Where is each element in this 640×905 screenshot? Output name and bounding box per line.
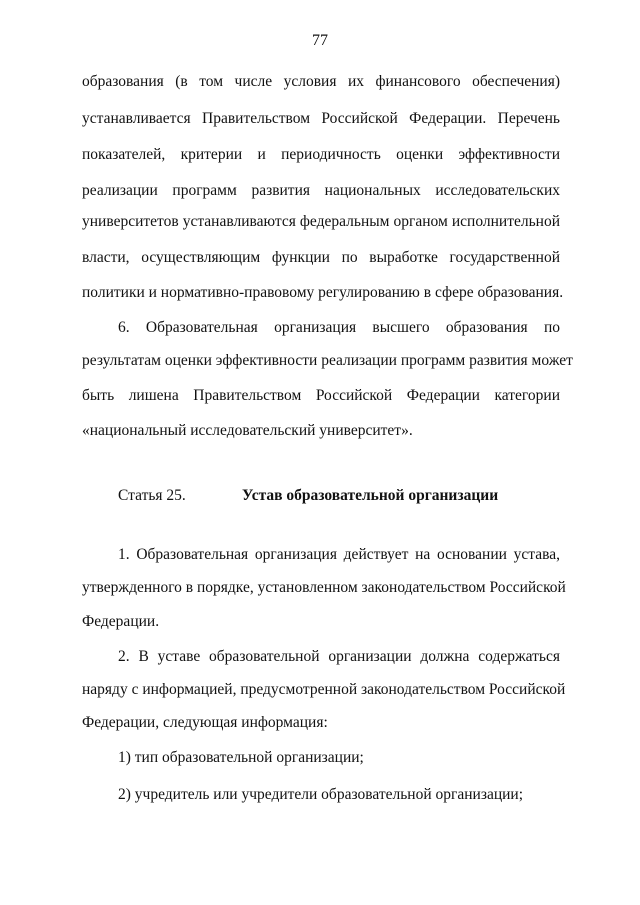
list-item: 2) учредитель или учредители образовательной организации; xyxy=(118,786,524,803)
paragraph-2-line: быть лишена Правительством Российской Федерации категории xyxy=(82,387,560,404)
paragraph-1-line: реализации программ развития национальных исследовательских xyxy=(82,182,560,199)
paragraph-4-line: 2. В уставе образовательной организации должна содержаться xyxy=(118,648,560,665)
paragraph-1-line: устанавливается Правительством Российской Федерации. Перечень xyxy=(82,110,560,127)
paragraph-2-line: 6. Образовательная организация высшего образования по xyxy=(118,319,560,336)
paragraph-4-line: Федерации, следующая информация: xyxy=(82,714,328,731)
paragraph-1-line: власти, осуществляющим функции по выработке государственной xyxy=(82,249,560,266)
paragraph-1-line: университетов устанавливаются федеральным органом исполнительной xyxy=(82,213,560,230)
paragraph-1-line: показателей, критерии и периодичность оценки эффективности xyxy=(82,146,560,163)
article-number: Статья 25. xyxy=(118,487,186,504)
paragraph-2-line: «национальный исследовательский университет». xyxy=(82,422,413,439)
paragraph-1-line: образования (в том числе условия их финансового обеспечения) xyxy=(82,73,560,90)
paragraph-1-line: политики и нормативно-правовому регулированию в сфере образования. xyxy=(82,284,564,301)
list-item: 1) тип образовательной организации; xyxy=(118,749,364,766)
paragraph-4-line: наряду с информацией, предусмотренной законодательством Российской xyxy=(82,681,566,698)
paragraph-3-line: 1. Образовательная организация действует на основании устава, xyxy=(118,546,560,563)
paragraph-3-line: утвержденного в порядке, установленном законодательством Российской xyxy=(82,579,566,596)
paragraph-2-line: результатам оценки эффективности реализации программ развития может xyxy=(82,352,573,369)
paragraph-3-line: Федерации. xyxy=(82,613,160,630)
article-title: Устав образовательной организации xyxy=(242,487,499,504)
page-number: 77 xyxy=(312,32,328,49)
